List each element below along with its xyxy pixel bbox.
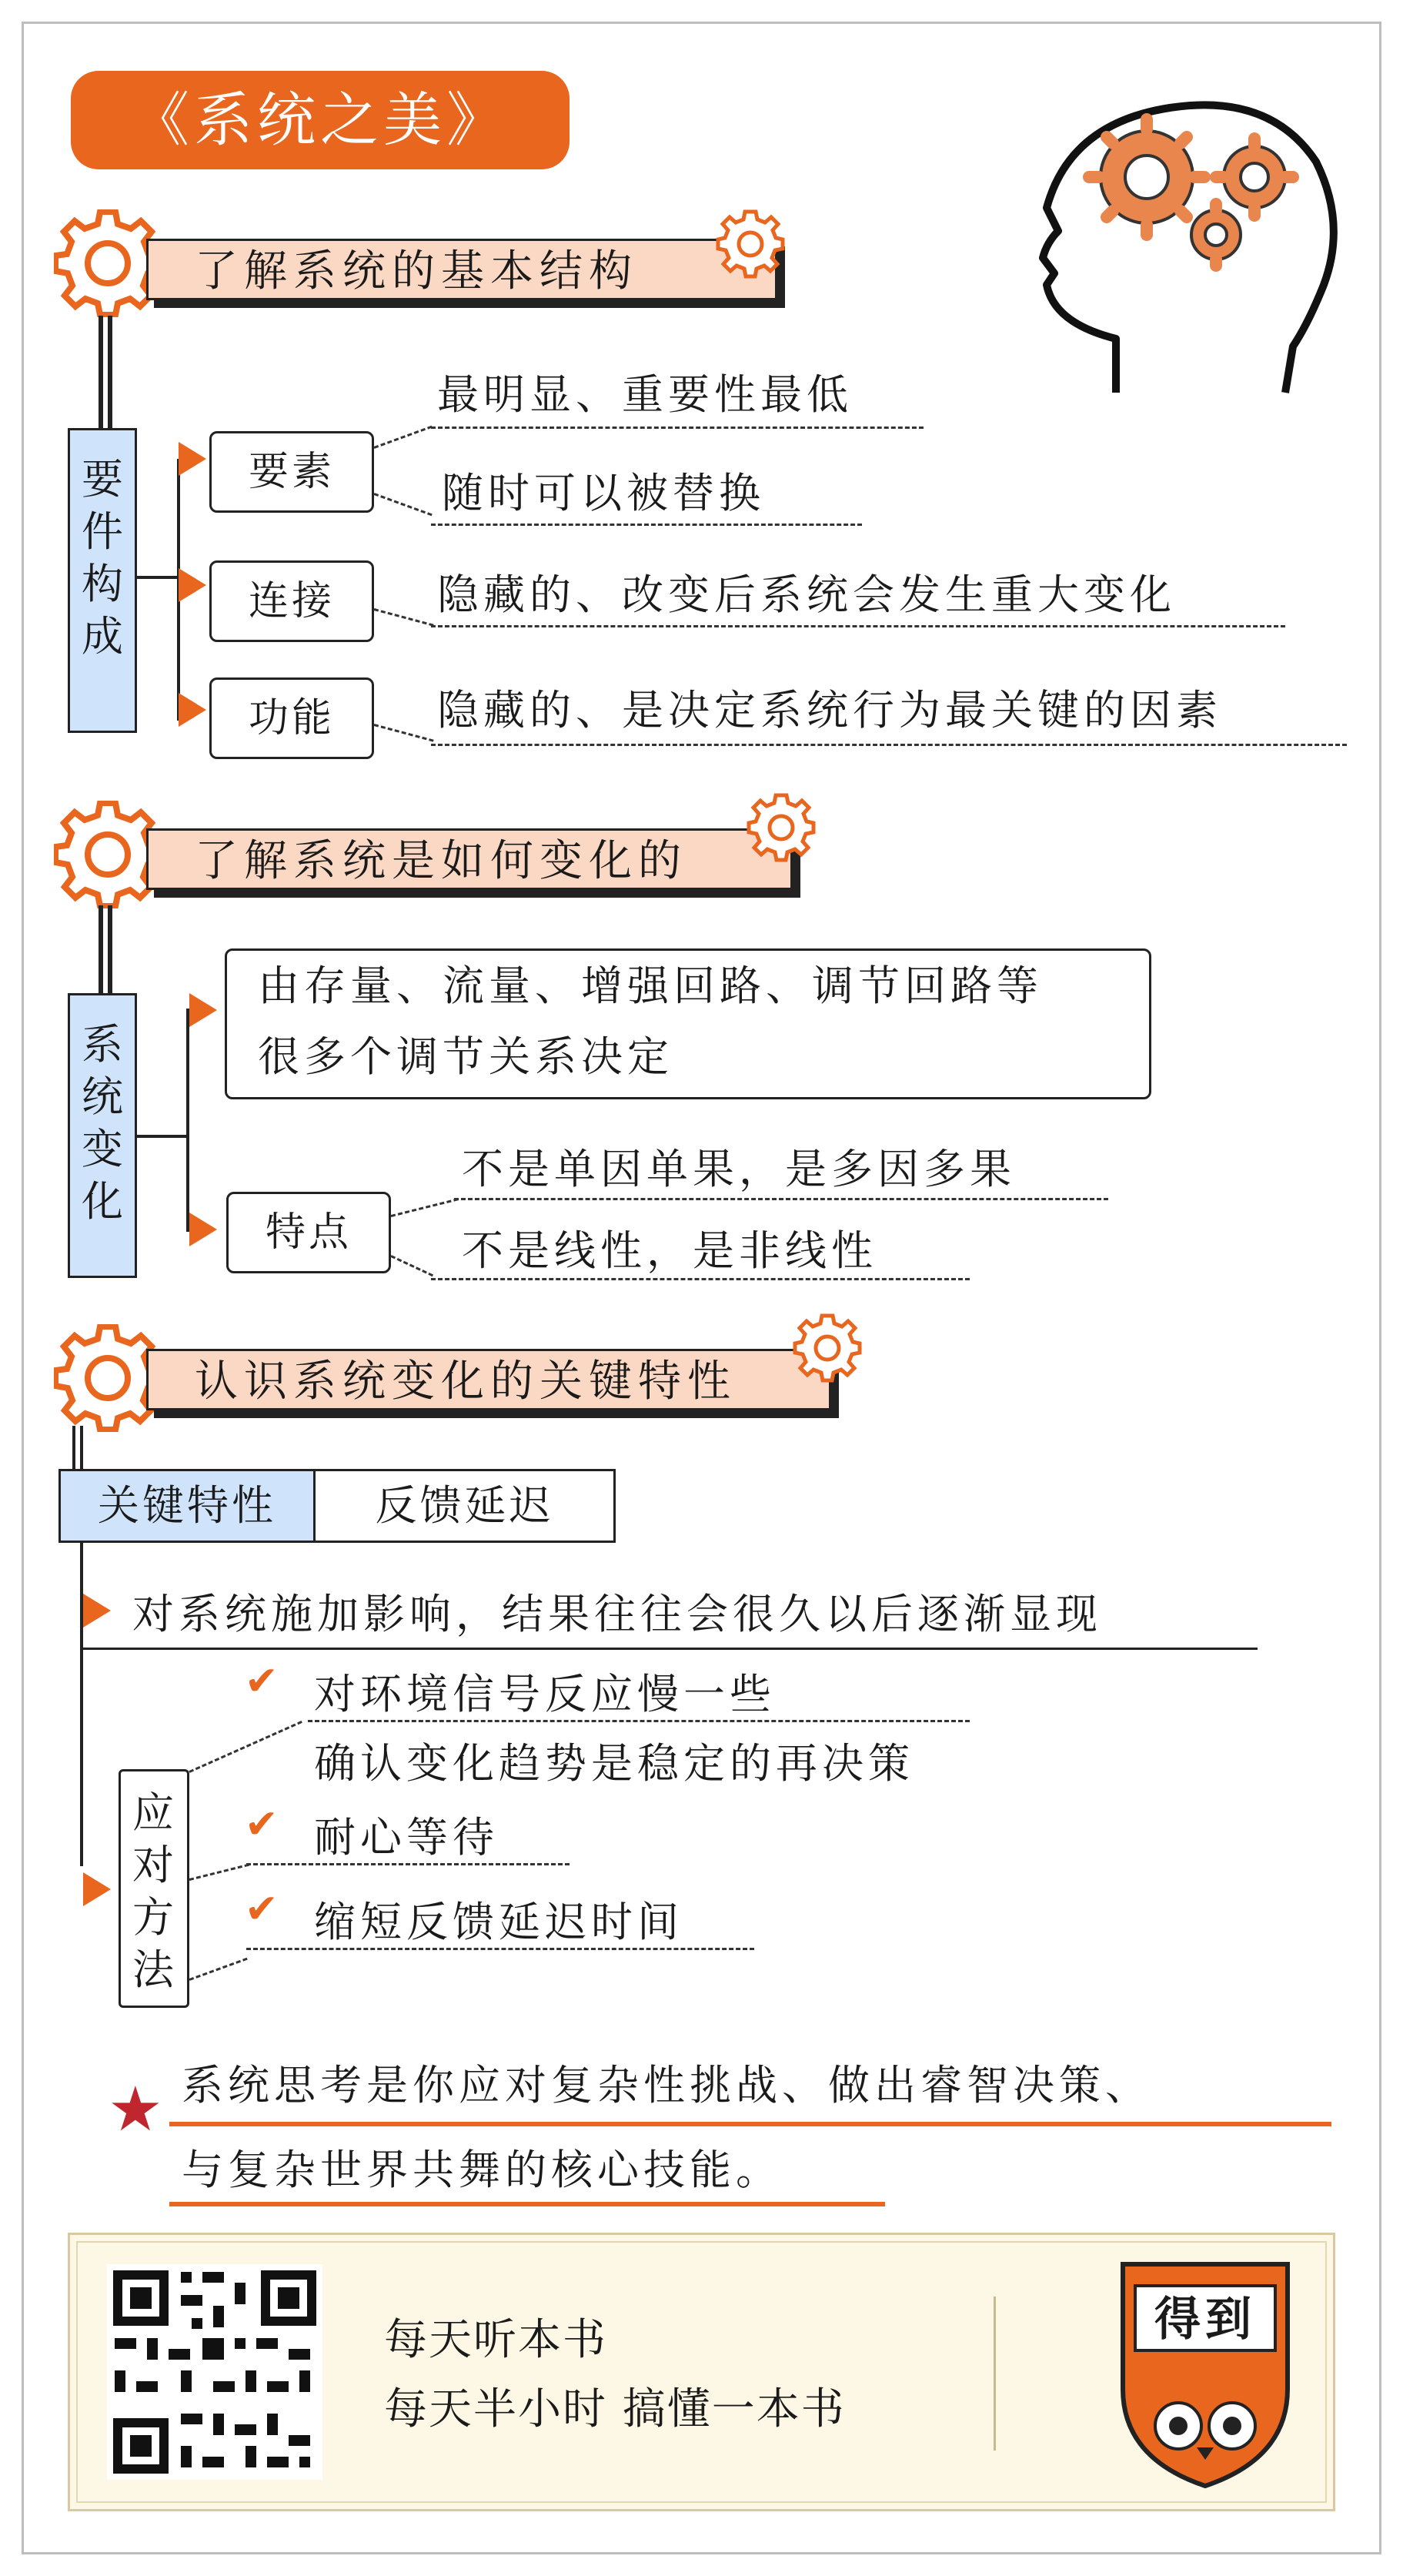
trait-line: 不是线性，是非线性 [462,1226,877,1275]
footer-slogan-1: 每天听本书 [384,2315,607,2365]
dashed-line [246,1863,570,1865]
key-trait-label: 关键特性 [61,1471,316,1541]
dashed-line [454,1198,1108,1200]
qr-code-icon[interactable] [107,2264,322,2480]
connector-line [80,1426,83,1472]
arrow-icon [83,1594,111,1628]
arrow-icon [189,993,217,1027]
underline [169,2202,885,2206]
method-line: 确认变化趋势是稳定的再决策 [314,1739,914,1788]
head-gears-icon [1024,92,1355,400]
divider [994,2297,996,2451]
item-box-connections: 连接 [209,560,374,642]
change-description-line: 由存量、流量、增强回路、调节回路等 [258,962,1043,1010]
side-label-text: 要件构成 [82,455,123,661]
item-line: 隐藏的、改变后系统会发生重大变化 [437,570,1176,619]
method-line: 缩短反馈延迟时间 [314,1898,683,1946]
trait-box: 特点 [226,1192,391,1273]
item-line: 随时可以被替换 [442,469,765,517]
conclusion-line: 系统思考是你应对复杂性挑战、做出睿智决策、 [182,2061,1151,2109]
arrow-icon [179,568,206,602]
section-heading-structure: 了解系统的基本结构 [146,239,777,300]
section-heading-key-traits: 认识系统变化的关键特性 [146,1349,831,1410]
page-title: 《系统之美》 [71,71,570,169]
side-label-text: 系统变化 [82,1020,123,1226]
arrow-icon [179,442,206,476]
footer [68,2233,1335,2511]
key-trait-row [58,1469,616,1543]
method-label-box [119,1769,189,2008]
delay-effect-line: 对系统施加影响，结果往往会很久以后逐渐显现 [132,1590,1102,1638]
connector-line [108,905,112,998]
conclusion-line: 与复杂世界共舞的核心技能。 [182,2146,782,2194]
connector-line [99,905,103,998]
dashed-line [431,625,1285,627]
small-gear-icon [747,793,816,862]
dashed-line [246,1948,754,1950]
side-label-change [68,993,137,1278]
method-line: 耐心等待 [314,1813,499,1862]
connector-line [186,1009,189,1232]
connector-line [72,1426,75,1472]
item-box-function: 功能 [209,677,374,759]
connector-line [99,316,103,431]
arrow-icon [179,693,206,727]
underline [169,2122,1331,2126]
dashed-line [431,1278,970,1280]
connector-line [80,1543,83,1866]
gear-icon [54,209,162,317]
connector-line [137,576,180,579]
logo-text: 得到 [1154,2293,1256,2347]
footer-slogan-2: 每天半小时 搞懂一本书 [384,2384,846,2434]
dedao-logo [1117,2258,1294,2489]
dashed-line [431,524,862,526]
method-line: 对环境信号反应慢一些 [314,1670,776,1718]
small-gear-icon [716,209,785,279]
connector-line [108,316,112,431]
gear-icon [54,1324,162,1432]
underline [80,1648,1258,1650]
side-label-components [68,428,137,733]
check-icon: ✔ [245,1886,279,1932]
key-trait-value: 反馈延迟 [375,1481,554,1530]
arrow-icon [83,1872,111,1906]
trait-line: 不是单因单果，是多因多果 [462,1145,1016,1193]
dashed-line [431,744,1347,746]
change-description-line: 很多个调节关系决定 [258,1032,673,1081]
star-icon: ★ [108,2073,163,2145]
check-icon: ✔ [245,1658,279,1705]
dashed-line [308,1720,970,1722]
method-label-text: 应对方法 [132,1788,177,1994]
arrow-icon [189,1213,217,1246]
item-box-elements: 要素 [209,431,374,513]
section-heading-change: 了解系统是如何变化的 [146,828,793,890]
check-icon: ✔ [245,1802,279,1848]
change-description-box [225,948,1151,1099]
dashed-line [431,427,924,429]
connector-line [137,1135,188,1138]
small-gear-icon [793,1313,862,1383]
item-line: 最明显、重要性最低 [437,370,853,419]
gear-icon [54,801,162,908]
item-line: 隐藏的、是决定系统行为最关键的因素 [437,686,1222,734]
